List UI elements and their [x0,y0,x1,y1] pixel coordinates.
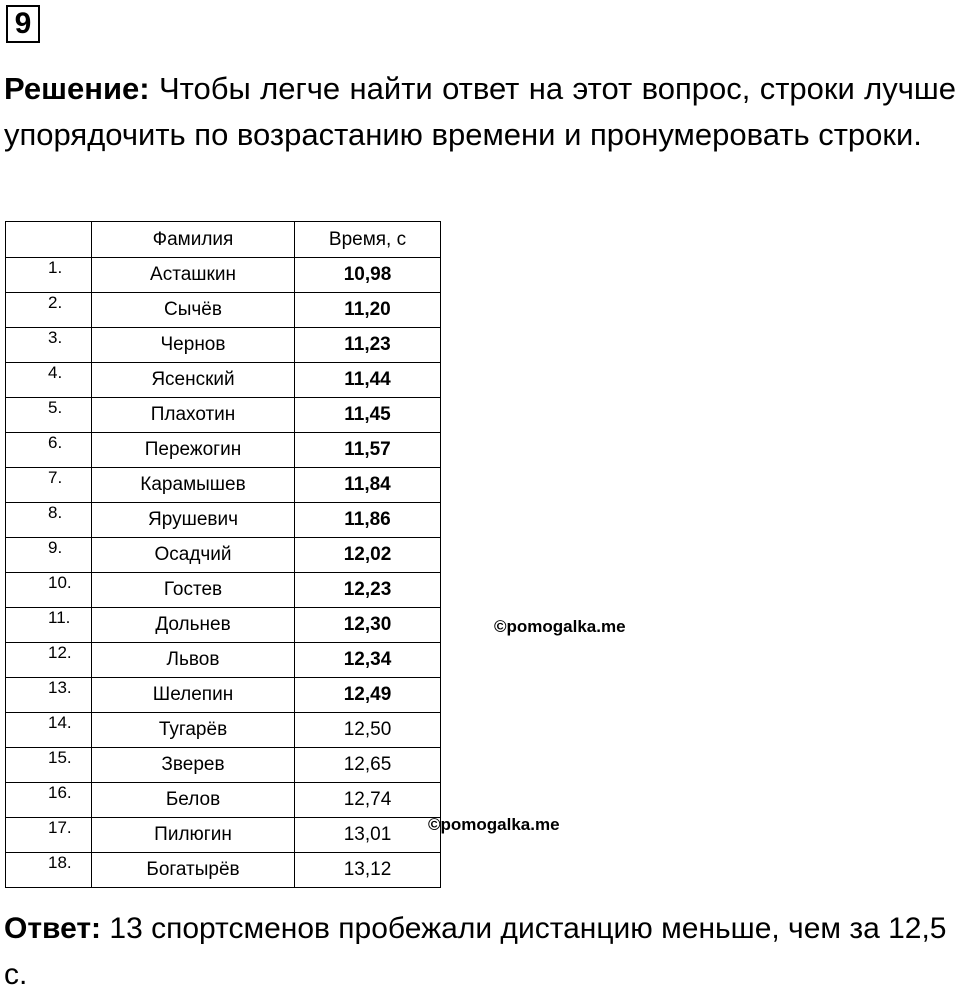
time-cell: 12,74 [295,783,441,818]
table-row [6,328,441,363]
surname-cell: Тугарёв [92,713,295,748]
table-row [6,398,441,433]
time-cell: 11,84 [295,468,441,503]
table-row [6,818,441,853]
row-number-cell [6,328,92,363]
row-number: 15. [48,748,72,767]
row-number-cell [6,713,92,748]
row-number-cell [6,643,92,678]
table-row [6,853,441,888]
row-number-cell [6,363,92,398]
surname-cell: Карамышев [92,468,295,503]
row-number: 16. [48,783,72,802]
row-number-cell [6,748,92,783]
row-number: 2. [48,293,63,312]
table-row [6,503,441,538]
row-number: 1. [48,258,63,277]
table-row [6,293,441,328]
time-cell: 11,23 [295,328,441,363]
row-number-cell [6,503,92,538]
surname-cell: Зверев [92,748,295,783]
table-row [6,713,441,748]
time-cell: 13,12 [295,853,441,888]
row-number-cell [6,538,92,573]
row-number-cell [6,853,92,888]
time-cell: 11,45 [295,398,441,433]
watermark: ©pomogalka.me [428,815,560,834]
table-row [6,678,441,713]
row-number-cell [6,293,92,328]
time-cell: 11,86 [295,503,441,538]
table-row [6,608,441,643]
row-number-cell [6,818,92,853]
time-cell: 11,57 [295,433,441,468]
row-number: 9. [48,538,63,557]
table-row [6,538,441,573]
table-row [6,363,441,398]
surname-cell: Львов [92,643,295,678]
table-row [6,433,441,468]
solution-paragraph [4,66,956,158]
time-cell: 11,44 [295,363,441,398]
row-number: 14. [48,713,72,732]
table-body [6,258,441,888]
time-cell: 12,65 [295,748,441,783]
surname-cell: Сычёв [92,293,295,328]
row-number: 12. [48,643,72,662]
task-number: 9 [6,5,40,43]
surname-cell: Осадчий [92,538,295,573]
table-row [6,748,441,783]
watermark: ©pomogalka.me [494,617,626,636]
row-number-cell [6,398,92,433]
row-number-cell [6,783,92,818]
row-number: 8. [48,503,63,522]
row-number: 13. [48,678,72,697]
time-cell: 12,30 [295,608,441,643]
row-number-cell [6,678,92,713]
row-number: 3. [48,328,63,347]
row-number-cell [6,573,92,608]
solution-label: Решение: [4,71,150,106]
row-number-cell [6,608,92,643]
table-row [6,783,441,818]
row-number: 7. [48,468,63,487]
answer-paragraph [4,906,956,998]
header-surname: Фамилия [92,222,295,258]
row-number: 4. [48,363,63,382]
table-row [6,468,441,503]
row-number: 18. [48,853,72,872]
surname-cell: Дольнев [92,608,295,643]
surname-cell: Ясенский [92,363,295,398]
surname-cell: Чернов [92,328,295,363]
time-cell: 12,34 [295,643,441,678]
row-number: 6. [48,433,63,452]
row-number-cell [6,258,92,293]
time-cell: 11,20 [295,293,441,328]
surname-cell: Белов [92,783,295,818]
time-cell: 10,98 [295,258,441,293]
answer-text: 13 спортсменов пробежали дистанцию меньше, чем за 12,5 с. [4,912,947,991]
row-number-cell [6,468,92,503]
time-cell: 12,50 [295,713,441,748]
row-number: 17. [48,818,72,837]
table-row [6,258,441,293]
row-number: 11. [48,608,71,627]
surname-cell: Асташкин [92,258,295,293]
header-time: Время, с [295,222,441,258]
table-header-row [6,222,441,258]
table-row [6,643,441,678]
time-cell: 12,23 [295,573,441,608]
results-table [5,221,441,888]
time-cell: 12,49 [295,678,441,713]
table-row [6,573,441,608]
surname-cell: Богатырёв [92,853,295,888]
row-number: 10. [48,573,72,592]
time-cell: 12,02 [295,538,441,573]
surname-cell: Плахотин [92,398,295,433]
surname-cell: Пережогин [92,433,295,468]
surname-cell: Пилюгин [92,818,295,853]
row-number: 5. [48,398,63,417]
answer-label: Ответ: [4,912,102,945]
surname-cell: Ярушевич [92,503,295,538]
surname-cell: Гостев [92,573,295,608]
solution-text: Чтобы легче найти ответ на этот вопрос, строки лучше упорядочить по возрастанию времени и пронумеровать строки. [4,71,956,152]
time-cell: 13,01 [295,818,441,853]
row-number-cell [6,433,92,468]
header-number [6,222,92,258]
surname-cell: Шелепин [92,678,295,713]
